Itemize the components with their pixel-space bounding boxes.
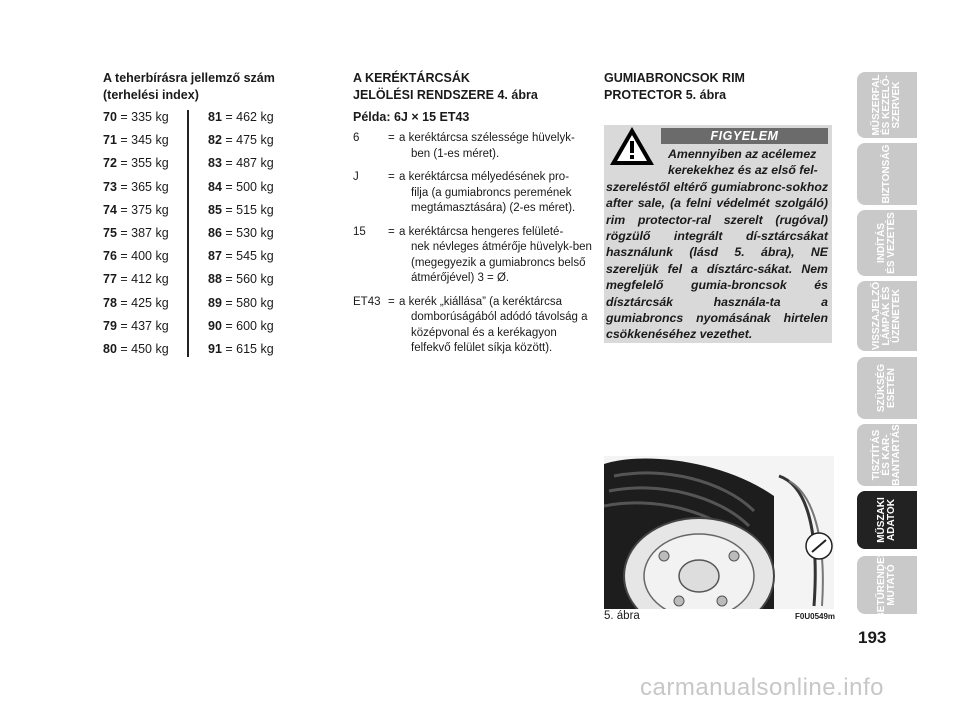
rim-section — [353, 70, 593, 365]
load-right: 88 = 560 kg — [208, 272, 274, 287]
table-divider — [187, 110, 189, 357]
load-right: 81 = 462 kg — [208, 110, 274, 124]
load-left: 78 = 425 kg — [103, 295, 169, 310]
wheel-figure — [604, 456, 834, 609]
rim-title-1: A KERÉKTÁRCSÁK — [353, 71, 470, 85]
table-row — [103, 176, 323, 199]
load-left: 73 = 365 kg — [103, 179, 169, 194]
rim-definition: ET43 = a kerék „kiállása” (a keréktárcsa domborúságából adódó távolság a középvonal és a kerékagyon felfekvő felület síkja között). — [353, 295, 588, 354]
tab-chapter[interactable]: MŰSZERFAL ÉS KEZELŐ- SZERVEK — [857, 72, 917, 138]
protector-title-1: GUMIABRONCSOK RIM — [604, 71, 745, 85]
load-right: 91 = 615 kg — [208, 341, 274, 356]
table-row — [103, 199, 323, 222]
load-index-table — [103, 106, 323, 361]
load-index-title-2: (terhelési index) — [103, 88, 199, 102]
load-right: 89 = 580 kg — [208, 295, 274, 310]
rim-definition: 15 = a keréktárcsa hengeres felületé- nek névleges átmérője hüvelyk-ben (megegyezik a gumiabroncs belső átmérőjével) 3 = Ø. — [353, 225, 592, 284]
load-left: 70 = 335 kg — [103, 110, 169, 124]
rim-title-2: JELÖLÉSI RENDSZERE 4. ábra — [353, 88, 538, 102]
table-row — [103, 152, 323, 175]
table-row — [103, 338, 323, 361]
table-row — [103, 292, 323, 315]
table-row — [103, 315, 323, 338]
figure-caption: 5. ábra — [604, 610, 640, 622]
tab-chapter[interactable]: INDÍTÁS ÉS VEZETÉS — [857, 210, 917, 276]
load-right: 86 = 530 kg — [208, 225, 274, 240]
protector-section — [604, 70, 834, 104]
load-right: 83 = 487 kg — [208, 156, 274, 171]
load-left: 80 = 450 kg — [103, 341, 169, 356]
table-row — [103, 129, 323, 152]
rim-definitions — [353, 131, 593, 357]
load-right: 85 = 515 kg — [208, 202, 274, 217]
load-right: 90 = 600 kg — [208, 318, 274, 333]
load-index-section — [103, 70, 323, 104]
load-left: 72 = 355 kg — [103, 156, 169, 171]
load-left: 77 = 412 kg — [103, 272, 169, 287]
page-number: 193 — [858, 628, 887, 647]
rim-definition: J = a keréktárcsa mélyedésének pro- filja (a gumiabroncs peremének megtámasztására) (2-es méret). — [353, 171, 576, 214]
load-left: 71 = 345 kg — [103, 133, 169, 148]
tab-chapter[interactable]: VISSZAJELZŐ LÁMPÁK ÉS ÜZENETEK — [857, 281, 917, 351]
warning-label: FIGYELEM — [661, 128, 828, 144]
table-row — [103, 268, 323, 291]
rim-definition: 6 = a keréktárcsa szélessége hüvelyk- ben (1-es méret). — [353, 132, 575, 160]
load-right: 82 = 475 kg — [208, 133, 274, 148]
load-right: 84 = 500 kg — [208, 179, 274, 194]
figure-code: F0U0549m — [795, 612, 836, 621]
table-row — [103, 106, 323, 129]
rim-example: Példa: 6J × 15 ET43 — [353, 110, 470, 124]
watermark: carmanualsonline.info — [640, 674, 884, 701]
table-row — [103, 222, 323, 245]
tab-chapter[interactable]: SZÜKSÉG ESETÉN — [857, 357, 917, 419]
tab-chapter[interactable]: MŰSZAKI ADATOK — [857, 491, 917, 549]
load-left: 74 = 375 kg — [103, 202, 169, 217]
protector-title-2: PROTECTOR 5. ábra — [604, 88, 727, 102]
load-left: 76 = 400 kg — [103, 249, 169, 264]
load-index-title-1: A teherbírásra jellemző szám — [103, 71, 275, 85]
load-right: 87 = 545 kg — [208, 249, 274, 264]
tab-chapter[interactable]: BIZTONSÁG — [857, 143, 917, 205]
warning-text: Amennyiben az acélemez kerekekhez és az első fel- szereléstől eltérő gumiabronc-sokhoz after sale, (a felni védelmét szolgáló) rim protector-ral szerelt (rugóval) rögzülő integrált dí-sztárcsákat használunk (lásd 5. ábra), NE szereljük fel a dísztárc-sákat. Nem megfelelő gumia-broncsok és dísztárcsák használa-ta a gumiabroncs nyomásának hirtelen csökkenéséhez vezethet. — [606, 147, 828, 342]
load-left: 79 = 437 kg — [103, 318, 169, 333]
tab-chapter[interactable]: TISZTÍTÁS ÉS KAR- BANTARTÁS — [857, 424, 917, 486]
tab-chapter[interactable]: BETŰRENDES MUTATÓ — [857, 556, 917, 614]
load-left: 75 = 387 kg — [103, 225, 169, 240]
table-row — [103, 245, 323, 268]
